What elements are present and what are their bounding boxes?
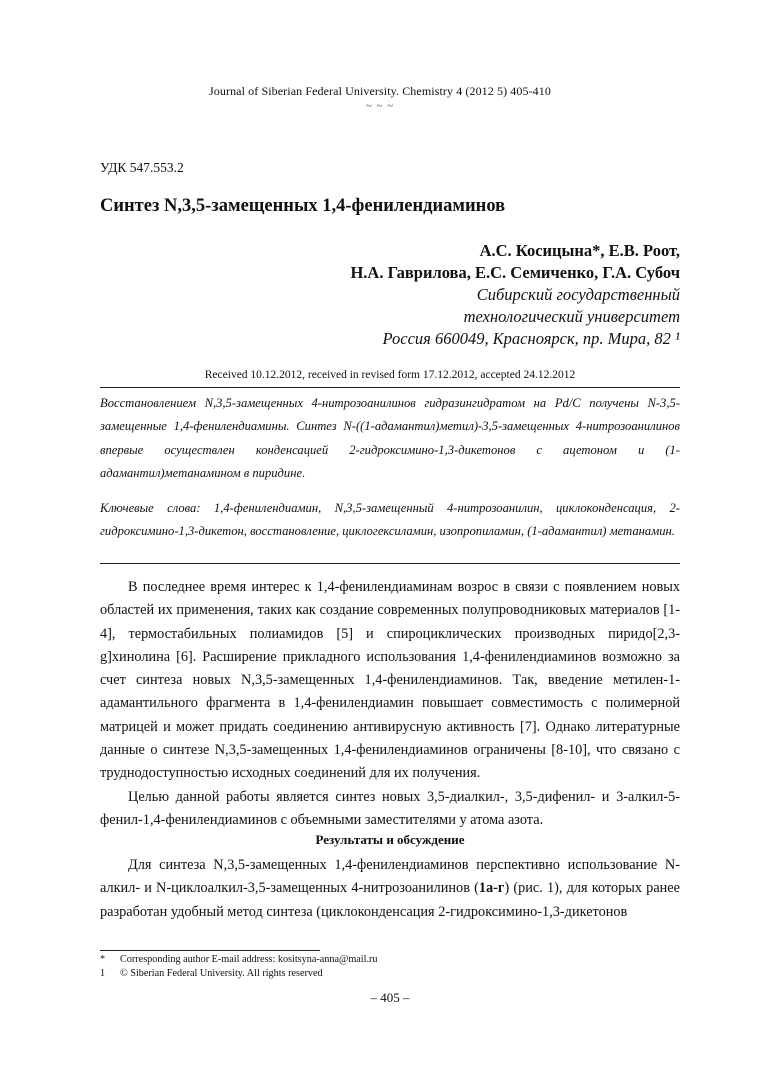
- paragraph-3: Для синтеза N,3,5-замещенных 1,4-фенилендиаминов перспективно использование N-алкил- и N-циклоалкил-3,5-замещенных 4-нитрозоанилинов (1а-г) (рис. 1), для которых ранее разработан удобный метод синтеза (циклоконденсация 2-гидроксимино-1,3-дикетонов: [100, 857, 681, 920]
- received-dates: Received 10.12.2012, received in revised form 17.12.2012, accepted 24.12.2012: [204, 369, 576, 381]
- affiliation-line-3: Россия 660049, Красноярск, пр. Мира, 82 ¹: [382, 329, 680, 348]
- affiliation-line-2: технологический университет: [463, 307, 680, 326]
- authors-block: [350, 240, 680, 350]
- abstract: Восстановлением N,3,5-замещенных 4-нитрозоанилинов гидразингидратом на Pd/C получены N-3,5-замещенные 1,4-фенилендиамины. Синтез N-((1-адамантил)метил)-3,5-замещенных 4-нитрозоанилинов впервые осуществлен конденсацией 2-гидроксимино-1,3-дикетонов с ацетоном и (1- адамантил)метанамином в пиридине.: [100, 396, 680, 480]
- authors-line-1: А.С. Косицына*, Е.В. Роот,: [479, 241, 680, 260]
- footnote-copyright: © Siberian Federal University. All rights reserved: [120, 968, 323, 979]
- footnote-rule: [100, 950, 320, 951]
- footnote: * Corresponding author E-mail address: kositsyna-anna@mail.ru: [100, 954, 378, 965]
- section-heading: Результаты и обсуждение: [315, 832, 465, 847]
- footnote-email: Corresponding author E-mail address: kositsyna-anna@mail.ru: [120, 954, 378, 965]
- keywords: Ключевые слова: 1,4-фенилендиамин, N,3,5-замещенный 4-нитрозоанилин, циклоконденсация, 2-гидроксимино-1,3-дикетон, восстановление, циклогексиламин, изопропиламин, (1-адамантил) метанамин.: [100, 501, 680, 539]
- footnote: 1 © Siberian Federal University. All rights reserved: [100, 968, 323, 979]
- compound-ref: 1а-г: [478, 880, 505, 897]
- results-text: [100, 854, 680, 924]
- journal-header: Journal of Siberian Federal University. Chemistry 4 (2012 5) 405-410: [209, 84, 551, 98]
- abstract-top-rule: [100, 387, 680, 388]
- affiliation-line-1: Сибирский государственный: [476, 285, 680, 304]
- article-title: Синтез N,3,5-замещенных 1,4-фенилендиаминов: [100, 196, 506, 216]
- paragraph-1: В последнее время интерес к 1,4-фенилендиаминам возрос в связи с появлением новых областей их применения, таких как создание современных полупроводниковых материалов [1-4], термостабильных полиамидов [5] и спироциклических производных пиридо[2,3-g]хинолина [6]. Расширение прикладного использования 1,4-фенилендиаминов возможно за счет синтеза новых N,3,5-замещенных 1,4-фенилендиаминов. Так, введение метилен-1-адамантильного фрагмента в 1,4-фенилендиамин повышает совместимость с полимерной матрицей и может придать соединению антивирусную активность [7]. Однако литературные данные о синтезе N,3,5-замещенных 1,4-фенилендиаминов ограничены [8-10], что связано с труднодоступностью исходных соединений для их получения.: [100, 579, 680, 782]
- footnotes: [100, 953, 378, 981]
- udk-code: УДК 547.553.2: [100, 160, 184, 175]
- page-number: – 405 –: [370, 990, 410, 1005]
- abstract-bottom-rule: [100, 563, 680, 564]
- authors-line-2: Н.А. Гаврилова, Е.С. Семиченко, Г.А. Субоч: [350, 263, 680, 282]
- intro-paragraphs: [100, 576, 680, 832]
- header-ornament: ~ ~ ~: [365, 100, 395, 112]
- paragraph-2: Целью данной работы является синтез новых 3,5-диалкил-, 3,5-дифенил- и 3-алкил-5-фенил-1,4-фенилендиаминов с объемными заместителями у атома азота.: [100, 788, 680, 828]
